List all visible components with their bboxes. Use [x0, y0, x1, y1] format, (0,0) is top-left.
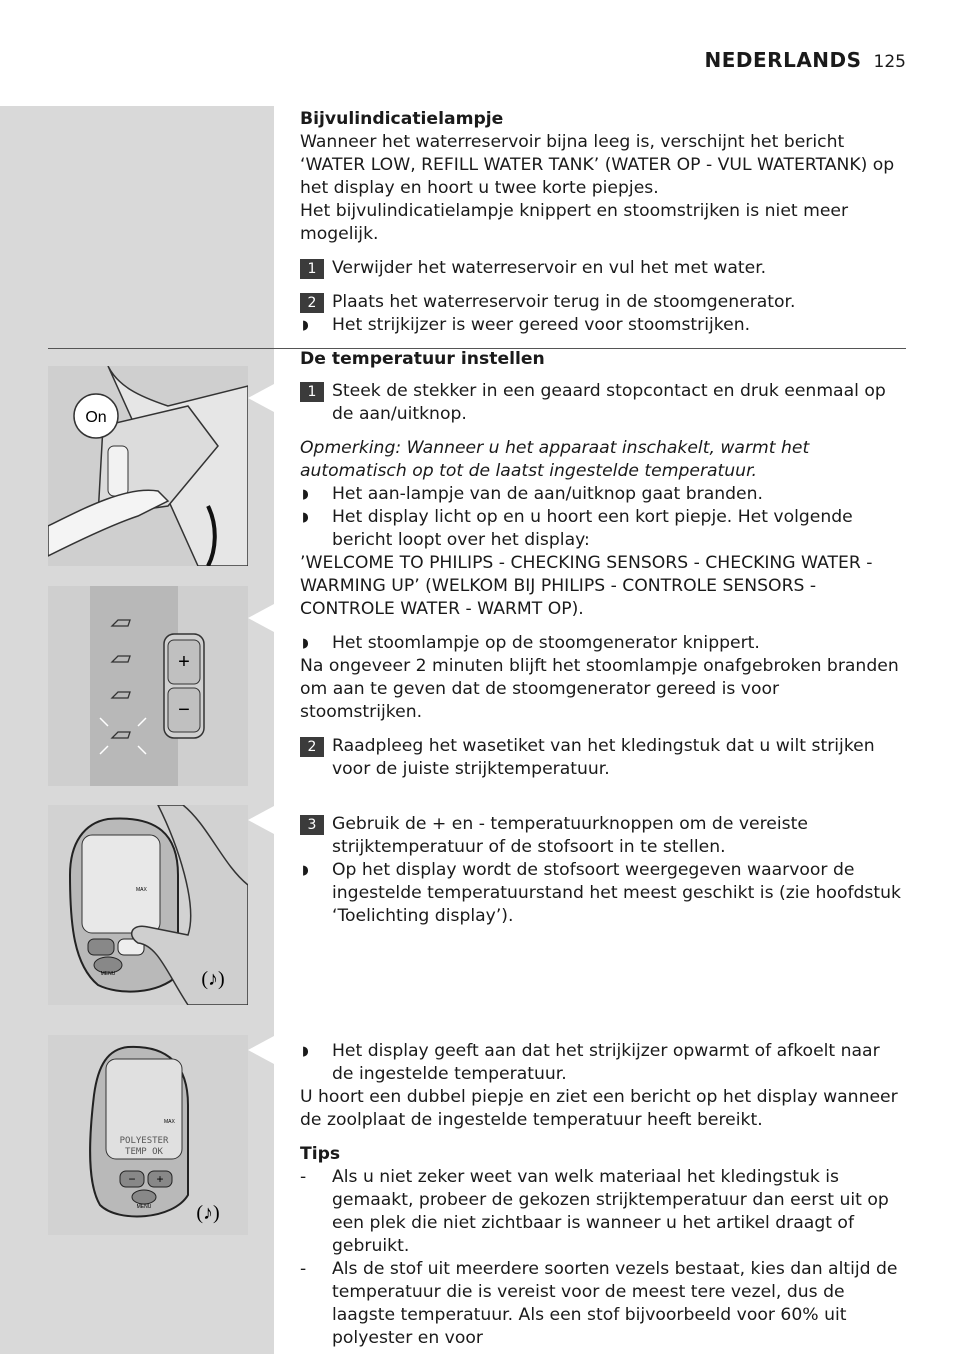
paragraph: U hoort een dubbel piepje en ziet een bericht op het display wanneer de zoolplaat de ingestelde temperatuur heeft bereikt. [300, 1087, 898, 1130]
menu-label: MENU [136, 1204, 152, 1210]
pointer-arrow [248, 806, 274, 834]
bullet-item [300, 1040, 906, 1086]
section-refill-indicator [300, 108, 906, 371]
bullet-item [300, 506, 906, 552]
step-number: 1 [300, 382, 324, 402]
pointer-arrow [248, 384, 274, 412]
bullet-text: Het display geeft aan dat het strijkijzer opwarmt of afkoelt naar de ingestelde temperatuur. [332, 1041, 880, 1084]
paragraph: Wanneer het waterreservoir bijna leeg is, verschijnt het bericht ‘WATER LOW, REFILL WATER TANK’ (WATER OP - VUL WATERTANK) op het display en hoort u twee korte piepjes. [300, 132, 895, 198]
bullet-text: Het aan-lampje van de aan/uitknop gaat branden. [332, 484, 763, 504]
paragraph: Het bijvulindicatielampje knippert en stoomstrijken is niet meer mogelijk. [300, 201, 849, 244]
section-title: De temperatuur instellen [300, 349, 545, 369]
bullet-item [300, 859, 906, 928]
step-number: 1 [300, 259, 324, 279]
bullet-marker-icon: ◗ [302, 1044, 309, 1059]
step-number: 2 [300, 737, 324, 757]
note: Opmerking: Wanneer u het apparaat inschakelt, warmt het automatisch op tot de laatst ingestelde temperatuur. [300, 438, 810, 481]
section-title: Tips [300, 1144, 341, 1164]
tip-item [300, 1166, 906, 1258]
section-temperature-end [300, 1040, 906, 1350]
bullet-text: Op het display wordt de stofsoort weergegeven waarvoor de ingestelde temperatuurstand het meest geschikt is (zie hoofdstuk ‘Toelichting display’). [332, 860, 901, 926]
minus-symbol: − [128, 1172, 136, 1186]
step-text: Verwijder het waterreservoir en vul het met water. [332, 258, 767, 278]
minus-symbol: − [178, 699, 190, 721]
max-label: MAX [164, 1119, 175, 1125]
page-header [705, 48, 906, 72]
menu-label: MENU [100, 971, 116, 977]
dash-marker: - [300, 1167, 307, 1187]
bullet-item [300, 483, 906, 506]
bullet-item [300, 314, 906, 337]
scroll-message: ’WELCOME TO PHILIPS - CHECKING SENSORS - CHECKING WATER - WARMING UP’ (WELKOM BIJ PHILIPS - CONTROLE SENSORS - CONTROLE WATER - WARMT OP). [300, 553, 873, 619]
section-temperature-step1 [300, 380, 906, 781]
bullet-text: Het display licht op en u hoort een kort piepje. Het volgende bericht loopt over het display: [332, 507, 853, 550]
step-item [300, 380, 906, 426]
bullet-marker-icon: ◗ [302, 636, 309, 651]
bullet-marker-icon: ◗ [302, 510, 309, 525]
step-text: Raadpleeg het wasetiket van het kledingstuk dat u wilt strijken voor de juiste strijktemperatuur. [332, 736, 875, 779]
step-number: 3 [300, 815, 324, 835]
display-line-2: TEMP OK [125, 1147, 163, 1157]
max-label: MAX [136, 887, 147, 893]
temperature-panel-illustration [48, 586, 248, 786]
pointer-arrow [248, 1036, 274, 1064]
tip-text: Als de stof uit meerdere soorten vezels bestaat, kies dan altijd de temperatuur die is vereist voor de meest tere vezel, dus de laagste temperatuur. Als een stof bijvoorbeeld voor 60% uit polyester en voor [332, 1259, 898, 1348]
tip-text: Als u niet zeker weet van welk materiaal het kledingstuk is gemaakt, probeer de gekozen strijktemperatuur dan eerst uit op een plek die niet zichtbaar is wanneer u het artikel draagt of gebruikt. [332, 1167, 889, 1256]
sound-icon: (♪) [201, 968, 225, 990]
bullet-marker-icon: ◗ [302, 487, 309, 502]
bullet-text: Het stoomlampje op de stoomgenerator knippert. [332, 633, 760, 653]
plus-symbol: + [178, 651, 190, 673]
step-item [300, 813, 906, 859]
power-button-illustration [48, 366, 248, 566]
dash-marker: - [300, 1259, 307, 1279]
on-label: On [85, 409, 107, 426]
page-number: 125 [873, 52, 906, 72]
display-line-1: POLYESTER [119, 1136, 169, 1146]
step-text: Gebruik de + en - temperatuurknoppen om de vereiste strijktemperatuur of de stofsoort in te stellen. [332, 814, 808, 857]
bullet-marker-icon: ◗ [302, 863, 309, 878]
section-temperature-step3 [300, 813, 906, 928]
step-text: Steek de stekker in een geaard stopcontact en druk eenmaal op de aan/uitknop. [332, 381, 886, 424]
step-item [300, 735, 906, 781]
bullet-item [300, 632, 906, 655]
divider [48, 348, 906, 349]
display-buttons-illustration [48, 805, 248, 1005]
language-label: NEDERLANDS [704, 48, 862, 72]
paragraph: Na ongeveer 2 minuten blijft het stoomlampje onafgebroken branden om aan te geven dat de stoomgenerator gereed is voor stoomstrijken. [300, 656, 899, 722]
step-item [300, 291, 906, 314]
temp-ok-illustration [48, 1035, 248, 1235]
step-item [300, 257, 906, 280]
section-title: Bijvulindicatielampje [300, 109, 504, 129]
pointer-arrow [248, 604, 274, 632]
bullet-text: Het strijkijzer is weer gereed voor stoomstrijken. [332, 315, 751, 335]
tip-item [300, 1258, 906, 1350]
bullet-marker-icon: ◗ [302, 318, 309, 333]
plus-symbol: + [156, 1172, 164, 1186]
sound-icon: (♪) [196, 1202, 220, 1224]
step-number: 2 [300, 293, 324, 313]
step-text: Plaats het waterreservoir terug in de stoomgenerator. [332, 292, 796, 312]
